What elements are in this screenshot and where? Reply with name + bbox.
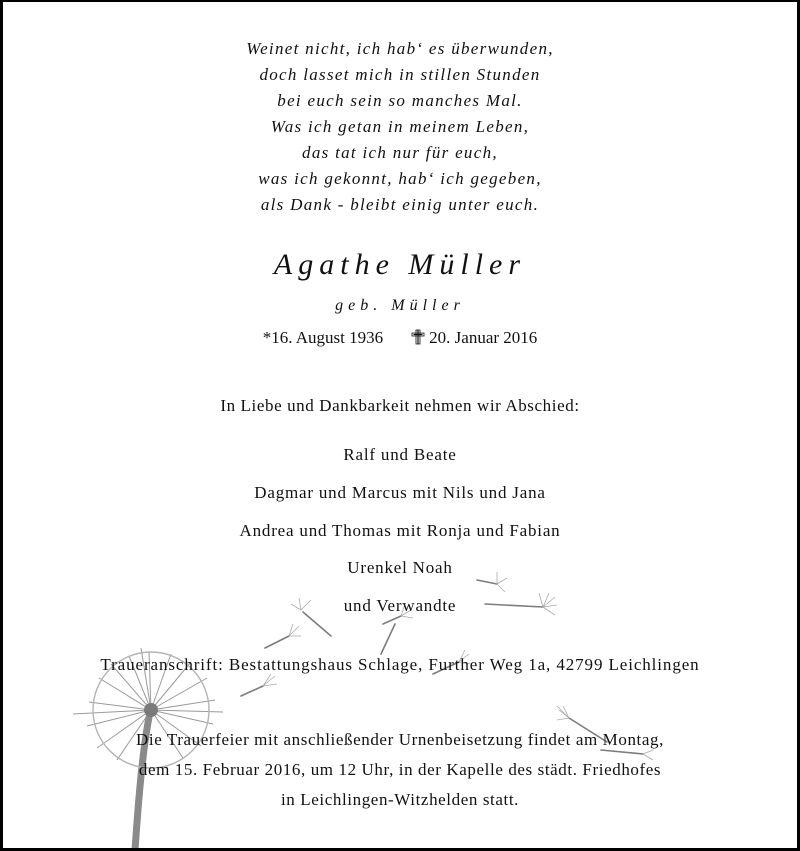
family-member: Urenkel Noah	[347, 558, 453, 577]
farewell-line: In Liebe und Dankbarkeit nehmen wir Abschied:	[220, 396, 580, 415]
family-member: Andrea und Thomas mit Ronja und Fabian	[239, 521, 561, 540]
life-dates	[3, 328, 797, 348]
poem-line: bei euch sein so manches Mal.	[277, 91, 523, 110]
poem-line: doch lasset mich in stillen Stunden	[259, 65, 541, 84]
death-date: 20. Januar 2016	[429, 328, 538, 347]
family-member: Dagmar und Marcus mit Nils und Jana	[254, 483, 546, 502]
poem-line: Was ich getan in meinem Leben,	[270, 117, 530, 136]
poem-line: was ich gekonnt, hab‘ ich gegeben,	[258, 169, 542, 188]
poem	[3, 36, 797, 218]
poem-line: das tat ich nur für euch,	[302, 143, 498, 162]
deceased-name: Agathe Müller	[273, 248, 527, 281]
poem-line: als Dank - bleibt einig unter euch.	[260, 195, 540, 214]
ceremony-line: dem 15. Februar 2016, um 12 Uhr, in der Kapelle des städt. Friedhofes	[138, 760, 662, 779]
cross-icon	[411, 329, 425, 345]
family-member: und Verwandte	[343, 596, 457, 615]
ceremony-line: in Leichlingen-Witzhelden statt.	[280, 790, 520, 809]
birth-date: *16. August 1936	[262, 328, 384, 347]
family-member: Ralf und Beate	[343, 445, 457, 464]
mourning-address: Traueranschrift: Bestattungshaus Schlage, Further Weg 1a, 42799 Leichlingen	[100, 655, 700, 674]
poem-line: Weinet nicht, ich hab‘ es überwunden,	[246, 39, 554, 58]
ceremony-line: Die Trauerfeier mit anschließender Urnenbeisetzung findet am Montag,	[136, 730, 664, 749]
birth-name: geb. Müller	[335, 297, 465, 314]
